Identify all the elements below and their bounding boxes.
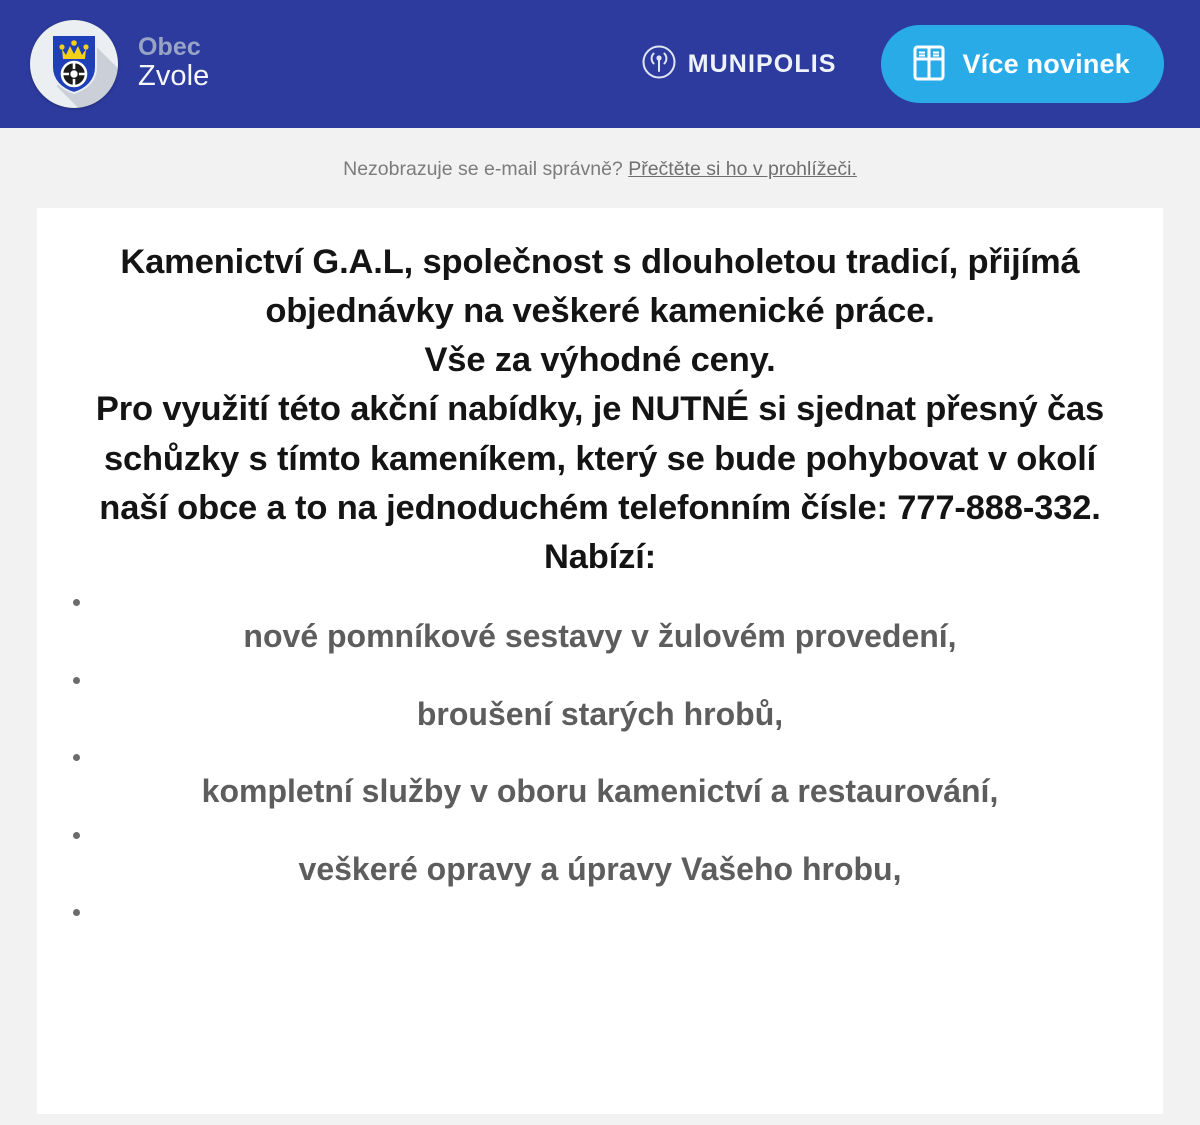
header-right-group bbox=[642, 25, 1164, 103]
lede-paragraph: Nabízí: bbox=[543, 537, 657, 576]
list-item: veškeré opravy a úpravy Vašeho hrobu, bbox=[59, 849, 1141, 891]
lede-paragraph: Pro využití této akční nabídky, je NUTNÉ si sjednat přesný čas schůzky s tímto kameníkem, který se bude pohybovat v okolí naší obce a to na jednoduchém telefonním čísle: 777-888-332. bbox=[95, 390, 1105, 527]
municipal-coat-of-arms-icon bbox=[30, 20, 118, 108]
more-news-button[interactable] bbox=[881, 25, 1164, 103]
lede-paragraph: Kamenictví G.A.L, společnost s dlouholetou tradicí, přijímá objednávky na veškeré kamenické práce. bbox=[120, 243, 1080, 331]
email-header bbox=[0, 0, 1200, 128]
offer-list bbox=[59, 616, 1141, 890]
brand-municipality-name: Zvole bbox=[138, 59, 210, 92]
brand-text bbox=[138, 34, 209, 93]
lede-paragraph: Vše za výhodné ceny. bbox=[424, 341, 776, 380]
list-item: kompletní služby v oboru kamenictví a restaurování, bbox=[59, 771, 1141, 813]
message-card bbox=[37, 208, 1163, 1114]
list-item: broušení starých hrobů, bbox=[59, 694, 1141, 736]
brand-top-label: Obec bbox=[138, 33, 201, 62]
list-item: nové pomníkové sestavy v žulovém provedení, bbox=[59, 616, 1141, 658]
munipolis-logo[interactable] bbox=[642, 45, 837, 84]
munipolis-wordmark: MUNIPOLIS bbox=[687, 49, 837, 78]
message-lede bbox=[59, 238, 1141, 582]
view-in-browser-notice bbox=[0, 128, 1200, 208]
brand-block bbox=[30, 20, 209, 108]
newspaper-icon bbox=[911, 44, 947, 85]
broadcast-signal-icon bbox=[642, 45, 676, 84]
notice-text: Nezobrazuje se e-mail správně? bbox=[343, 158, 623, 180]
more-news-label: Více novinek bbox=[962, 48, 1130, 79]
view-in-browser-link[interactable]: Přečtěte si ho v prohlížeči. bbox=[628, 158, 857, 180]
